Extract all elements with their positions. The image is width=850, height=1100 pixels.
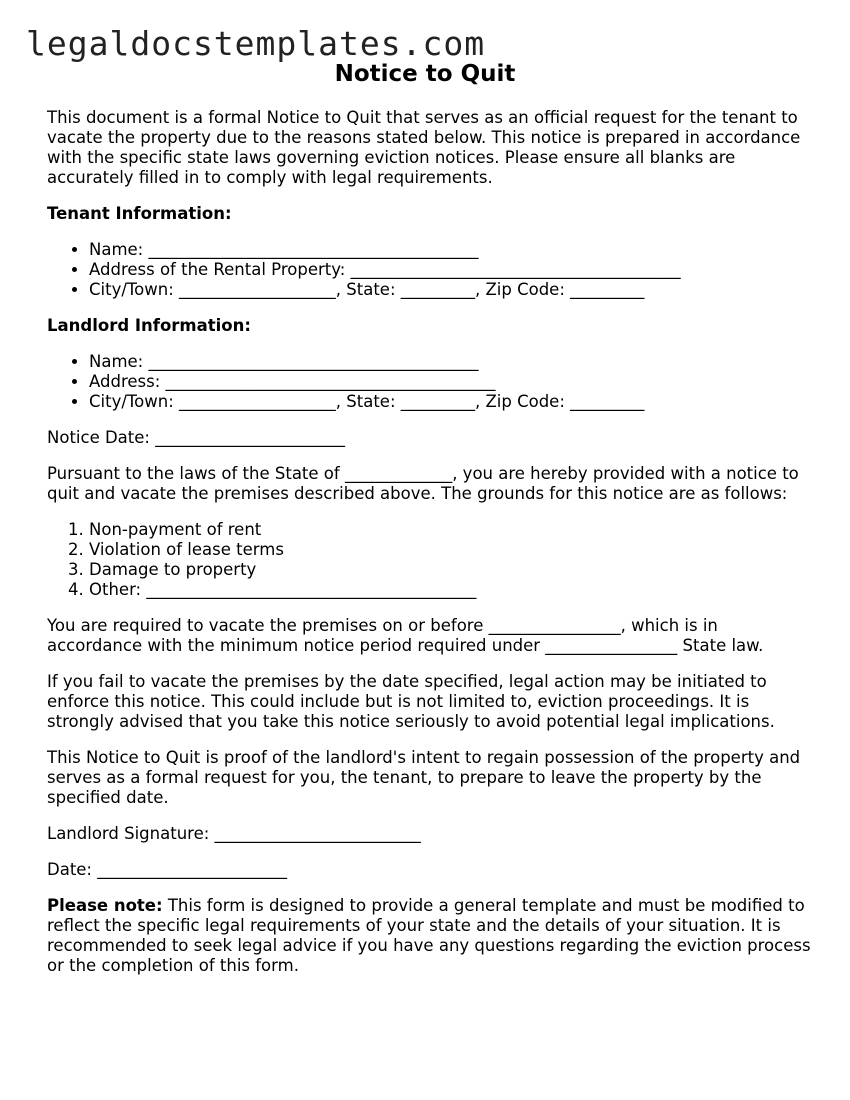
pursuant-paragraph: Pursuant to the laws of the State of _____________, you are hereby provided with a notice to quit and vacate the premises described above. The grounds for this notice are as follows: [47, 464, 799, 503]
intro-paragraph: This document is a formal Notice to Quit that serves as an official request for the tenant to vacate the property due to the reasons stated below. This notice is prepared in accordance with the specific state laws governing eviction notices. Please ensure all blanks are accurately filled in to comply with legal requirements. [47, 108, 801, 187]
tenant-address-field: • Address of the Rental Property: ________________________________________ [89, 260, 817, 280]
document-title: Notice to Quit [334, 61, 516, 87]
landlord-address-field: • Address: ________________________________________ [89, 372, 817, 392]
tenant-heading: Tenant Information: [47, 204, 232, 223]
document-body [47, 108, 817, 992]
note-text: This form is designed to provide a general template and must be modified to reflect the specific legal requirements of your state and the details of your situation. It is recommended to seek legal advice if you have any questions regarding the eviction process or the completion of this form. [47, 896, 811, 975]
landlord-info-list [47, 352, 817, 412]
tenant-info-list [47, 240, 817, 300]
ground-item: 3. Damage to property [89, 560, 817, 580]
note-paragraph [47, 896, 817, 976]
tenant-city-state-zip-field: • City/Town: ___________________, State: _________, Zip Code: _________ [89, 280, 817, 300]
date-field: Date: _______________________ [47, 860, 287, 879]
landlord-name-field: • Name: ________________________________________ [89, 352, 817, 372]
ground-item: 1. Non-payment of rent [89, 520, 817, 540]
note-label: Please note: [47, 896, 163, 915]
grounds-list [47, 520, 817, 600]
landlord-city-state-zip-field: • City/Town: ___________________, State: _________, Zip Code: _________ [89, 392, 817, 412]
landlord-heading: Landlord Information: [47, 316, 251, 335]
notice-date-field: Notice Date: _______________________ [47, 428, 345, 447]
vacate-paragraph: You are required to vacate the premises on or before ________________, which is in accordance with the minimum notice period required under ________________ State law. [47, 616, 764, 655]
ground-item-other: 4. Other: ________________________________________ [89, 580, 817, 600]
ground-item: 2. Violation of lease terms [89, 540, 817, 560]
watermark-text: legaldocstemplates.com [26, 24, 486, 63]
fail-paragraph: If you fail to vacate the premises by the date specified, legal action may be initiated to enforce this notice. This could include but is not limited to, eviction proceedings. It is strongly advised that you take this notice seriously to avoid potential legal implications. [47, 672, 775, 731]
landlord-signature-field: Landlord Signature: _________________________ [47, 824, 421, 843]
proof-paragraph: This Notice to Quit is proof of the landlord's intent to regain possession of the property and serves as a formal request for you, the tenant, to prepare to leave the property by the specified date. [47, 748, 801, 807]
tenant-name-field: • Name: ________________________________________ [89, 240, 817, 260]
